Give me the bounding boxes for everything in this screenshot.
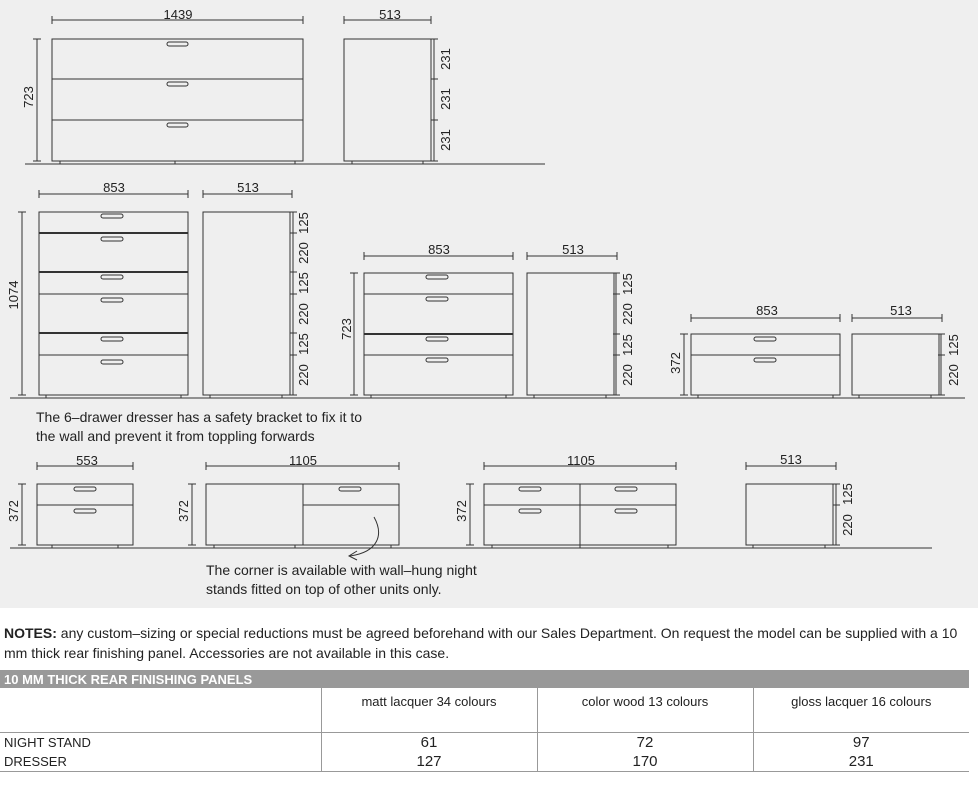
dim-width: 1439: [163, 7, 193, 22]
drawer-handle-icon: [615, 487, 637, 491]
drawer-handle-icon: [426, 337, 448, 341]
dim-drawer: 220: [296, 364, 311, 386]
drawer-handle-icon: [101, 298, 123, 302]
dim-drawer: 231: [438, 88, 453, 110]
dim-height: 723: [339, 318, 354, 340]
dim-depth: 513: [379, 7, 401, 22]
corner-caption-line: stands fitted on top of other units only.: [206, 581, 442, 597]
row-label: NIGHT STAND: [4, 735, 91, 750]
dim-drawer: 231: [438, 48, 453, 70]
dim-drawer: 125: [620, 334, 635, 356]
drawer-handle-icon: [754, 337, 776, 341]
dim-depth: 513: [890, 303, 912, 318]
row-label: DRESSER: [0, 752, 321, 772]
dim-drawer: 220: [296, 242, 311, 264]
dim-drawer: 231: [438, 129, 453, 151]
dim-drawer: 125: [296, 212, 311, 234]
table-cell: 61: [321, 733, 537, 753]
drawer-handle-icon: [519, 509, 541, 513]
dim-height: 372: [176, 500, 191, 522]
table-row: [0, 733, 969, 753]
drawer-handle-icon: [101, 360, 123, 364]
drawer-handle-icon: [426, 358, 448, 362]
column-header: color wood 13 colours: [537, 688, 753, 733]
dim-width: 1105: [567, 453, 595, 468]
dim-height: 372: [454, 500, 469, 522]
dim-drawer: 220: [840, 514, 855, 536]
bracket-caption-line: The 6–drawer dresser has a safety bracket to fix it to: [36, 409, 363, 425]
dresser-4-side: [527, 273, 614, 395]
dim-drawer: 125: [296, 272, 311, 294]
notes-paragraph: [4, 623, 972, 663]
drawer-handle-icon: [754, 358, 776, 362]
drawer-handle-icon: [426, 297, 448, 301]
dim-height: 723: [21, 86, 36, 108]
night-stand-front: [37, 484, 133, 545]
chest-2-side: [852, 334, 939, 395]
drawer-handle-icon: [426, 275, 448, 279]
dim-drawer: 125: [946, 334, 961, 356]
dim-width: 553: [76, 453, 98, 468]
dim-drawer: 220: [620, 303, 635, 325]
drawer-handle-icon: [519, 487, 541, 491]
column-header: gloss lacquer 16 colours: [753, 688, 969, 733]
bracket-caption: [36, 408, 362, 446]
bracket-caption-line: the wall and prevent it from toppling forwards: [36, 428, 315, 444]
unit-side: [746, 484, 833, 545]
dim-height: 372: [6, 500, 21, 522]
dresser-6-front: [39, 212, 188, 395]
drawer-handle-icon: [167, 82, 188, 86]
column-header: matt lacquer 34 colours: [321, 688, 537, 733]
dim-height: 372: [668, 352, 683, 374]
dim-width: 853: [103, 180, 125, 195]
dim-width: 853: [428, 242, 450, 257]
notes-text: any custom–sizing or special reductions must be agreed beforehand with our Sales Department. On request the model can be supplied with a 10 mm thick rear finishing panel. Accessories are not available in this case.: [4, 625, 958, 661]
corner-caption-line: The corner is available with wall–hung night: [206, 562, 477, 578]
dim-height: 1074: [6, 280, 21, 310]
corner-caption: [206, 561, 477, 599]
drawer-handle-icon: [615, 509, 637, 513]
dim-depth: 513: [562, 242, 584, 257]
drawer-handle-icon: [101, 275, 123, 279]
table-cell: 72: [537, 733, 753, 753]
drawer-handle-icon: [101, 337, 123, 341]
drawer-handle-icon: [101, 237, 123, 241]
dim-drawer: 220: [946, 364, 961, 386]
table-title: 10 MM THICK REAR FINISHING PANELS: [0, 670, 321, 688]
table-cell: 127: [321, 752, 537, 772]
dim-width: 1105: [289, 453, 317, 468]
dim-drawer: 220: [296, 303, 311, 325]
dim-depth: 513: [237, 180, 259, 195]
drawer-handle-icon: [101, 214, 123, 218]
pointer-arrow-icon: [350, 517, 379, 556]
table-cell: 170: [537, 752, 753, 772]
dim-drawer: 125: [620, 273, 635, 295]
dresser-3-side: [344, 39, 431, 161]
dim-depth: 513: [780, 452, 802, 467]
dresser-6-side: [203, 212, 290, 395]
dim-drawer: 125: [296, 333, 311, 355]
drawer-handle-icon: [167, 123, 188, 127]
dresser-3-front: [52, 39, 303, 161]
drawer-handle-icon: [167, 42, 188, 46]
finishing-panels-table: [0, 670, 969, 772]
table-cell: 97: [753, 733, 969, 753]
dim-width: 853: [756, 303, 778, 318]
chest-2-front: [691, 334, 840, 395]
dim-drawer: 220: [620, 364, 635, 386]
notes-label: NOTES:: [4, 625, 57, 641]
table-cell: 231: [753, 752, 969, 772]
table-row: [0, 752, 969, 772]
dim-drawer: 125: [840, 483, 855, 505]
drawer-handle-icon: [74, 487, 96, 491]
drawer-handle-icon: [339, 487, 361, 491]
drawer-handle-icon: [74, 509, 96, 513]
